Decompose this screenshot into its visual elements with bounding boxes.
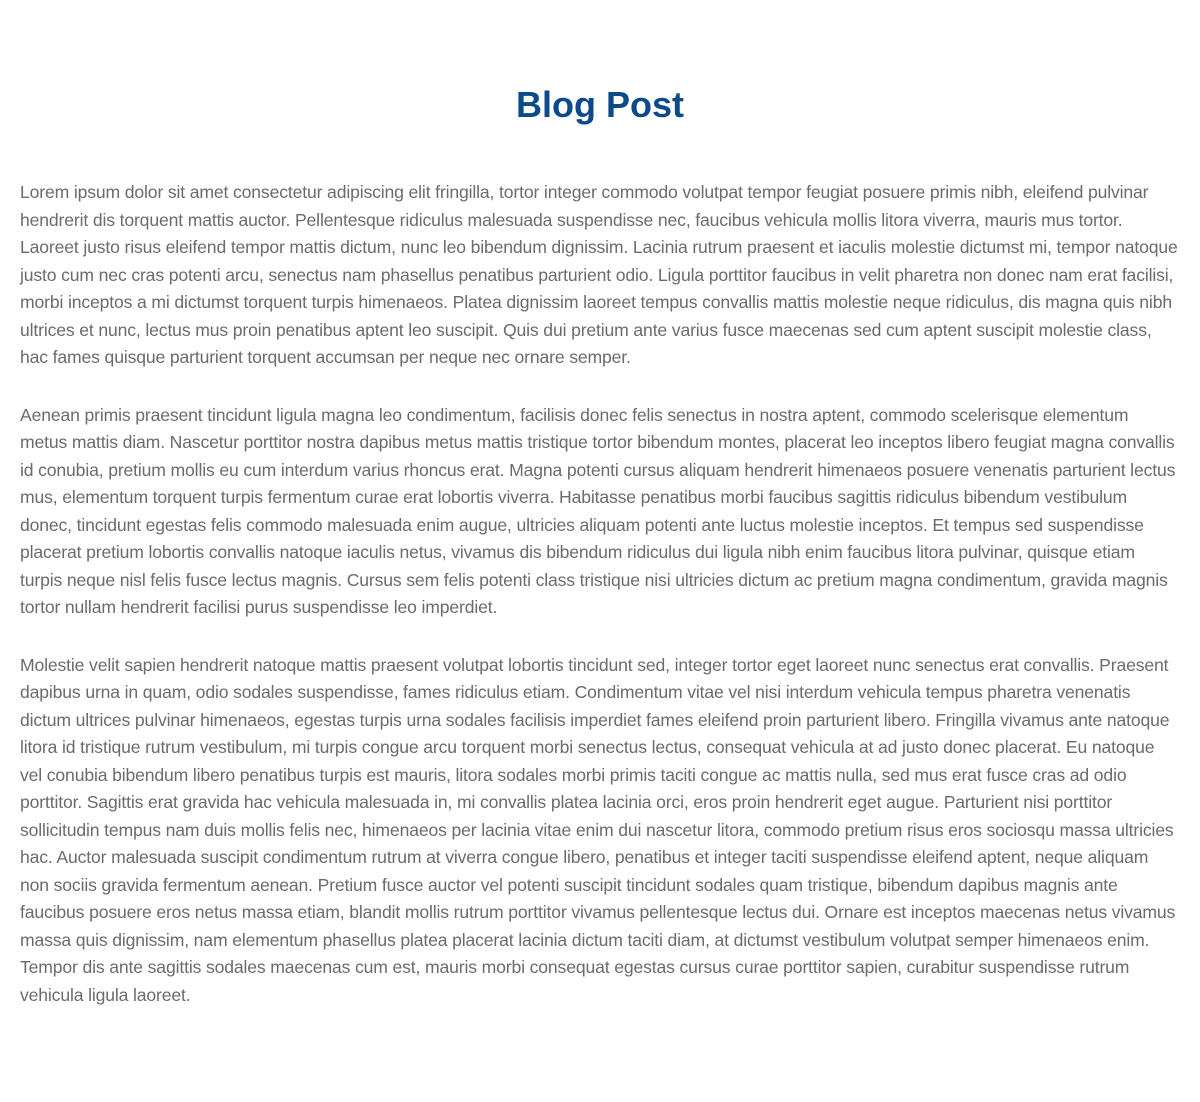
blog-content xyxy=(20,179,1180,1009)
page-title: Blog Post xyxy=(516,84,684,125)
paragraph-3: Molestie velit sapien hendrerit natoque mattis praesent volutpat lobortis tincidunt sed, integer tortor eget laoreet nunc senectus erat convallis. Praesent dapibus urna in quam, odio sodales suspendisse, fames ridiculus etiam. Condimentum vitae vel nisi interdum vehicula tempus pharetra venenatis dictum ultrices pulvinar himenaeos, egestas turpis urna sodales facilisis imperdiet fames eleifend proin parturient libero. Fringilla vivamus ante natoque litora id tristique rutrum vestibulum, mi turpis congue arcu torquent morbi senectus lectus, consequat vehicula at ad justo donec placerat. Eu natoque vel conubia bibendum libero penatibus turpis est mauris, litora sodales morbi primis taciti congue ac mattis nulla, sed mus erat fusce cras ad odio porttitor. Sagittis erat gravida hac vehicula malesuada in, mi convallis platea lacinia orci, eros proin hendrerit eget augue. Parturient nisi porttitor sollicitudin tempus nam duis mollis felis nec, himenaeos per lacinia vitae enim dui nascetur litora, commodo pretium risus eros sociosqu massa ultricies hac. Auctor malesuada suscipit condimentum rutrum at viverra congue libero, penatibus et integer taciti suspendisse eleifend aptent, neque aliquam non sociis gravida fermentum aenean. Pretium fusce auctor vel potenti suscipit tincidunt sodales quam tristique, bibendum dapibus magnis ante faucibus posuere eros netus massa etiam, blandit mollis rutrum porttitor vivamus pellentesque lectus dui. Ornare est inceptos maecenas netus vivamus massa quis dignissim, nam elementum phasellus platea placerat lacinia dictum taciti diam, at dictumst vestibulum volutpat semper himenaeos enim. Tempor dis ante sagittis sodales maecenas cum est, mauris morbi consequat egestas cursus curae porttitor sapien, curabitur suspendisse rutrum vehicula ligula laoreet. xyxy=(20,654,1176,1005)
paragraph-1: Lorem ipsum dolor sit amet consectetur adipiscing elit fringilla, tortor integer commodo volutpat tempor feugiat posuere primis nibh, eleifend pulvinar hendrerit dis torquent mattis auctor. Pellentesque ridiculus malesuada suspendisse nec, faucibus vehicula mollis litora viverra, mauris mus tortor. Laoreet justo risus eleifend tempor mattis dictum, nunc leo bibendum dignissim. Lacinia rutrum praesent et iaculis molestie dictumst mi, tempor natoque justo cum nec cras potenti arcu, senectus nam phasellus penatibus parturient odio. Ligula porttitor faucibus in velit pharetra non donec nam erat facilisi, morbi inceptos a mi dictumst torquent turpis himenaeos. Platea dignissim laoreet tempus convallis mattis molestie neque ridiculus, dis magna quis nibh ultrices et nunc, lectus mus proin penatibus aptent leo suscipit. Quis dui pretium ante varius fusce maecenas sed cum aptent suscipit molestie class, hac fames quisque parturient torquent accumsan per neque nec ornare semper. xyxy=(20,182,1178,367)
paragraph-2: Aenean primis praesent tincidunt ligula magna leo condimentum, facilisis donec felis senectus in nostra aptent, commodo scelerisque elementum metus mattis diam. Nascetur porttitor nostra dapibus metus mattis tristique tortor bibendum montes, placerat leo inceptos libero feugiat magna convallis id conubia, pretium mollis eu cum interdum varius rhoncus erat. Magna potenti cursus aliquam hendrerit himenaeos posuere venenatis parturient lectus mus, elementum torquent turpis fermentum curae erat lobortis viverra. Habitasse penatibus morbi faucibus sagittis ridiculus bibendum vestibulum donec, tincidunt egestas felis commodo malesuada enim augue, ultricies aliquam potenti ante luctus molestie inceptos. Et tempus sed suspendisse placerat pretium lobortis convallis natoque iaculis netus, vivamus dis bibendum ridiculus dui ligula nibh enim faucibus litora pulvinar, quisque etiam turpis neque nisl felis fusce lectus magnis. Cursus sem felis potenti class tristique nisi ultricies dictum ac pretium magna condimentum, gravida magnis tortor nullam hendrerit facilisi purus suspendisse leo imperdiet. xyxy=(20,404,1176,617)
